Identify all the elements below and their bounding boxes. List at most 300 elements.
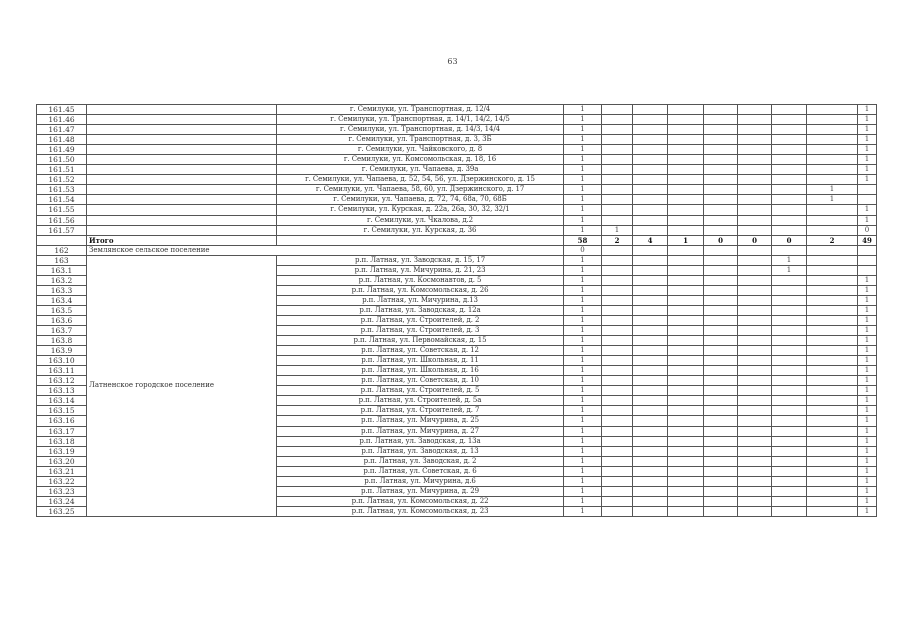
count-cell (602, 426, 633, 436)
count-cell (602, 115, 633, 125)
count-cell (772, 135, 807, 145)
municipality-cell (87, 195, 277, 205)
count-cell (772, 326, 807, 336)
municipality-cell (87, 115, 277, 125)
count-cell (772, 376, 807, 386)
count-cell (772, 446, 807, 456)
count-cell (633, 456, 668, 466)
count-cell (602, 125, 633, 135)
table-row (37, 215, 877, 225)
count-cell: 1 (858, 476, 877, 486)
count-cell (704, 326, 738, 336)
row-number: 161.47 (37, 125, 87, 135)
count-cell (807, 175, 858, 185)
count-cell (772, 165, 807, 175)
address-cell: г. Семилуки, ул. Транспортная, д. 14/3, 14/4 (277, 125, 564, 135)
count-cell (602, 205, 633, 215)
count-cell (668, 446, 704, 456)
row-number: 161.50 (37, 155, 87, 165)
count-cell (704, 426, 738, 436)
count-cell (602, 376, 633, 386)
count-cell (633, 145, 668, 155)
count-cell (738, 255, 772, 265)
count-cell (704, 255, 738, 265)
count-cell (772, 175, 807, 185)
count-cell (772, 436, 807, 446)
count-cell (633, 376, 668, 386)
address-cell: р.п. Латная, ул. Советская, д. 6 (277, 466, 564, 476)
count-cell (668, 165, 704, 175)
count-cell (668, 456, 704, 466)
count-cell: 1 (858, 466, 877, 476)
count-cell: 1 (858, 275, 877, 285)
count-cell: 1 (858, 456, 877, 466)
count-cell: 0 (858, 225, 877, 235)
count-cell (738, 275, 772, 285)
count-cell (772, 506, 807, 516)
row-number: 161.51 (37, 165, 87, 175)
count-cell: 1 (564, 145, 602, 155)
count-cell (668, 326, 704, 336)
count-cell: 1 (564, 456, 602, 466)
count-cell: 58 (564, 235, 602, 245)
address-cell: р.п. Латная, ул. Заводская, д. 12а (277, 305, 564, 315)
count-cell (704, 315, 738, 325)
count-cell: 1 (858, 135, 877, 145)
count-cell (738, 506, 772, 516)
count-cell: 1 (858, 145, 877, 155)
row-number: 161.48 (37, 135, 87, 145)
count-cell (668, 426, 704, 436)
count-cell (602, 105, 633, 115)
row-number: 163 (37, 255, 87, 265)
count-cell (633, 315, 668, 325)
count-cell: 1 (564, 215, 602, 225)
count-cell (807, 326, 858, 336)
count-cell (704, 396, 738, 406)
municipality-cell: Итого (87, 235, 277, 245)
table-row (37, 125, 877, 135)
municipality-cell (87, 185, 277, 195)
count-cell: 1 (772, 255, 807, 265)
row-number: 163.14 (37, 396, 87, 406)
count-cell (633, 396, 668, 406)
count-cell: 1 (564, 285, 602, 295)
count-cell (772, 155, 807, 165)
count-cell (668, 486, 704, 496)
row-number: 161.52 (37, 175, 87, 185)
count-cell (602, 466, 633, 476)
count-cell (633, 165, 668, 175)
address-cell: г. Семилуки, ул. Чапаева, д. 39а (277, 165, 564, 175)
row-number: 163.19 (37, 446, 87, 456)
row-number: 163.6 (37, 315, 87, 325)
count-cell: 49 (858, 235, 877, 245)
count-cell (704, 366, 738, 376)
count-cell: 1 (858, 155, 877, 165)
count-cell: 1 (564, 255, 602, 265)
table-row (37, 185, 877, 195)
count-cell (704, 496, 738, 506)
count-cell (807, 356, 858, 366)
count-cell (772, 396, 807, 406)
count-cell: 1 (564, 486, 602, 496)
count-cell (858, 265, 877, 275)
count-cell (633, 336, 668, 346)
count-cell (772, 105, 807, 115)
count-cell (704, 356, 738, 366)
count-cell (807, 155, 858, 165)
count-cell (807, 496, 858, 506)
address-cell: р.п. Латная, ул. Заводская, д. 15, 17 (277, 255, 564, 265)
address-cell: р.п. Латная, ул. Мичурина, д. 21, 23 (277, 265, 564, 275)
municipality-cell (87, 215, 277, 225)
count-cell (602, 386, 633, 396)
count-cell: 1 (858, 305, 877, 315)
count-cell (807, 336, 858, 346)
count-cell (602, 396, 633, 406)
count-cell (704, 275, 738, 285)
address-cell: р.п. Латная, ул. Комсомольская, д. 26 (277, 285, 564, 295)
count-cell (668, 145, 704, 155)
row-number: 163.17 (37, 426, 87, 436)
address-cell: г. Семилуки, ул. Курская, д. 36 (277, 225, 564, 235)
count-cell (807, 486, 858, 496)
count-cell (738, 115, 772, 125)
count-cell (772, 215, 807, 225)
count-cell (633, 215, 668, 225)
count-cell (704, 225, 738, 235)
address-cell: р.п. Латная, ул. Советская, д. 10 (277, 376, 564, 386)
count-cell (738, 135, 772, 145)
row-number: 163.16 (37, 416, 87, 426)
count-cell (772, 386, 807, 396)
count-cell (633, 346, 668, 356)
count-cell (807, 446, 858, 456)
address-cell: р.п. Латная, ул. Строителей, д. 7 (277, 406, 564, 416)
count-cell (738, 175, 772, 185)
count-cell: 1 (564, 366, 602, 376)
count-cell: 1 (564, 275, 602, 285)
count-cell (704, 145, 738, 155)
count-cell: 0 (704, 235, 738, 245)
count-cell: 1 (807, 195, 858, 205)
count-cell (704, 125, 738, 135)
count-cell (807, 275, 858, 285)
address-cell: г. Семилуки, ул. Транспортная, д. 14/1, 14/2, 14/5 (277, 115, 564, 125)
count-cell (738, 446, 772, 456)
count-cell: 1 (858, 336, 877, 346)
municipality-group: Латненское городское поселение (87, 255, 277, 516)
count-cell (807, 346, 858, 356)
address-cell: р.п. Латная, ул. Заводская, д. 2 (277, 456, 564, 466)
row-number: 163.22 (37, 476, 87, 486)
count-cell: 1 (564, 446, 602, 456)
address-cell: р.п. Латная, ул. Советская, д. 12 (277, 346, 564, 356)
row-number: 163.8 (37, 336, 87, 346)
table-row (37, 165, 877, 175)
count-cell (602, 446, 633, 456)
count-cell (668, 295, 704, 305)
address-cell: г. Семилуки, ул. Курская, д. 22а, 26а, 30, 32, 32/1 (277, 205, 564, 215)
count-cell (602, 436, 633, 446)
table-row (37, 155, 877, 165)
count-cell (668, 376, 704, 386)
address-cell (277, 235, 564, 245)
count-cell (807, 376, 858, 386)
count-cell (668, 135, 704, 145)
count-cell (602, 215, 633, 225)
count-cell (704, 336, 738, 346)
count-cell (738, 396, 772, 406)
count-cell (633, 466, 668, 476)
count-cell (668, 105, 704, 115)
count-cell (633, 366, 668, 376)
row-number: 161.53 (37, 185, 87, 195)
row-number: 163.25 (37, 506, 87, 516)
count-cell (704, 476, 738, 486)
count-cell (704, 386, 738, 396)
row-number: 163.5 (37, 305, 87, 315)
count-cell (602, 406, 633, 416)
count-cell (704, 195, 738, 205)
count-cell: 1 (564, 175, 602, 185)
count-cell (704, 466, 738, 476)
count-cell (772, 496, 807, 506)
table-row (37, 225, 877, 235)
count-cell (738, 145, 772, 155)
count-cell: 1 (564, 105, 602, 115)
count-cell (633, 496, 668, 506)
count-cell (668, 125, 704, 135)
count-cell (602, 155, 633, 165)
municipality-cell (87, 155, 277, 165)
count-cell (633, 115, 668, 125)
count-cell (772, 416, 807, 426)
address-cell: р.п. Латная, ул. Мичурина, д.13 (277, 295, 564, 305)
count-cell (772, 356, 807, 366)
count-cell (807, 245, 858, 255)
count-cell (738, 496, 772, 506)
count-cell: 4 (633, 235, 668, 245)
count-cell: 1 (858, 446, 877, 456)
count-cell: 1 (564, 135, 602, 145)
row-number: 161.57 (37, 225, 87, 235)
count-cell (602, 185, 633, 195)
count-cell: 1 (602, 225, 633, 235)
count-cell: 1 (564, 386, 602, 396)
count-cell (772, 315, 807, 325)
count-cell (807, 305, 858, 315)
count-cell (704, 406, 738, 416)
count-cell (704, 175, 738, 185)
count-cell (738, 225, 772, 235)
count-cell (704, 135, 738, 145)
count-cell: 1 (564, 376, 602, 386)
count-cell (602, 265, 633, 275)
count-cell: 1 (858, 315, 877, 325)
count-cell (668, 416, 704, 426)
count-cell (738, 205, 772, 215)
count-cell: 1 (858, 215, 877, 225)
count-cell: 1 (858, 326, 877, 336)
count-cell (668, 476, 704, 486)
address-cell: р.п. Латная, ул. Мичурина, д. 29 (277, 486, 564, 496)
count-cell: 0 (772, 235, 807, 245)
count-cell: 1 (858, 486, 877, 496)
count-cell: 1 (564, 305, 602, 315)
count-cell (807, 145, 858, 155)
row-number: 161.55 (37, 205, 87, 215)
count-cell (633, 225, 668, 235)
count-cell (602, 456, 633, 466)
count-cell (633, 205, 668, 215)
count-cell (602, 175, 633, 185)
count-cell (704, 165, 738, 175)
count-cell (772, 205, 807, 215)
address-cell: р.п. Латная, ул. Комсомольская, д. 22 (277, 496, 564, 506)
count-cell: 1 (564, 295, 602, 305)
count-cell (602, 486, 633, 496)
count-cell (738, 155, 772, 165)
count-cell (772, 295, 807, 305)
count-cell (704, 456, 738, 466)
count-cell (738, 386, 772, 396)
page-number: 63 (447, 57, 458, 66)
count-cell (633, 446, 668, 456)
row-number: 163.15 (37, 406, 87, 416)
address-cell: г. Семилуки, ул. Чапаева, д. 52, 54, 56, ул. Дзержинского, д. 15 (277, 175, 564, 185)
count-cell (633, 476, 668, 486)
count-cell: 1 (858, 125, 877, 135)
count-cell: 1 (858, 496, 877, 506)
count-cell (772, 406, 807, 416)
address-cell: р.п. Латная, ул. Мичурина, д.6 (277, 476, 564, 486)
count-cell: 1 (564, 205, 602, 215)
count-cell (668, 245, 704, 255)
count-cell (668, 356, 704, 366)
count-cell (633, 125, 668, 135)
count-cell (738, 336, 772, 346)
count-cell (738, 456, 772, 466)
count-cell (738, 185, 772, 195)
count-cell (807, 215, 858, 225)
count-cell (807, 466, 858, 476)
municipality-cell (87, 205, 277, 215)
count-cell: 1 (807, 185, 858, 195)
address-cell: р.п. Латная, ул. Первомайская, д. 15 (277, 336, 564, 346)
count-cell (602, 476, 633, 486)
count-cell (738, 356, 772, 366)
municipality-cell (87, 135, 277, 145)
row-number: 161.49 (37, 145, 87, 155)
count-cell: 1 (858, 416, 877, 426)
row-number: 163.13 (37, 386, 87, 396)
count-cell: 1 (564, 225, 602, 235)
address-cell: р.п. Латная, ул. Строителей, д. 5 (277, 386, 564, 396)
count-cell (633, 135, 668, 145)
count-cell (772, 426, 807, 436)
address-cell: р.п. Латная, ул. Заводская, д. 13а (277, 436, 564, 446)
count-cell (858, 195, 877, 205)
count-cell (704, 185, 738, 195)
count-cell (668, 346, 704, 356)
table-row (37, 195, 877, 205)
count-cell (807, 165, 858, 175)
address-cell: р.п. Латная, ул. Школьная, д. 16 (277, 366, 564, 376)
count-cell (807, 255, 858, 265)
count-cell (772, 476, 807, 486)
row-number: 162 (37, 245, 87, 255)
row-number: 163.18 (37, 436, 87, 446)
count-cell (704, 105, 738, 115)
count-cell (602, 305, 633, 315)
count-cell: 1 (564, 476, 602, 486)
count-cell (738, 436, 772, 446)
count-cell: 1 (858, 396, 877, 406)
count-cell (602, 195, 633, 205)
count-cell: 1 (564, 416, 602, 426)
count-cell (772, 346, 807, 356)
count-cell (602, 346, 633, 356)
count-cell (704, 506, 738, 516)
count-cell (772, 275, 807, 285)
count-cell (633, 416, 668, 426)
count-cell (807, 406, 858, 416)
address-cell: г. Семилуки, ул. Комсомольская, д. 18, 16 (277, 155, 564, 165)
row-number: 163.11 (37, 366, 87, 376)
count-cell: 1 (564, 436, 602, 446)
count-cell (772, 456, 807, 466)
table-row (37, 245, 877, 255)
address-cell: г. Семилуки, ул. Транспортная, д. 3, 3Б (277, 135, 564, 145)
count-cell (772, 285, 807, 295)
count-cell (668, 255, 704, 265)
municipality-cell (87, 105, 277, 115)
row-number: 163.3 (37, 285, 87, 295)
count-cell (602, 366, 633, 376)
count-cell: 1 (858, 376, 877, 386)
count-cell (704, 305, 738, 315)
count-cell (668, 496, 704, 506)
count-cell (633, 326, 668, 336)
count-cell (633, 155, 668, 165)
count-cell (772, 145, 807, 155)
count-cell (772, 366, 807, 376)
row-number: 163.4 (37, 295, 87, 305)
row-number: 163.21 (37, 466, 87, 476)
count-cell (668, 285, 704, 295)
count-cell: 1 (858, 506, 877, 516)
municipality-cell (87, 175, 277, 185)
count-cell (633, 105, 668, 115)
count-cell (633, 195, 668, 205)
row-number: 161.46 (37, 115, 87, 125)
count-cell (668, 466, 704, 476)
count-cell: 2 (807, 235, 858, 245)
count-cell (633, 356, 668, 366)
count-cell: 1 (564, 185, 602, 195)
count-cell: 1 (858, 386, 877, 396)
table-row (37, 145, 877, 155)
count-cell (772, 305, 807, 315)
count-cell: 1 (564, 115, 602, 125)
count-cell (602, 255, 633, 265)
row-number: 163.20 (37, 456, 87, 466)
count-cell (602, 135, 633, 145)
count-cell: 0 (738, 235, 772, 245)
row-number: 161.54 (37, 195, 87, 205)
